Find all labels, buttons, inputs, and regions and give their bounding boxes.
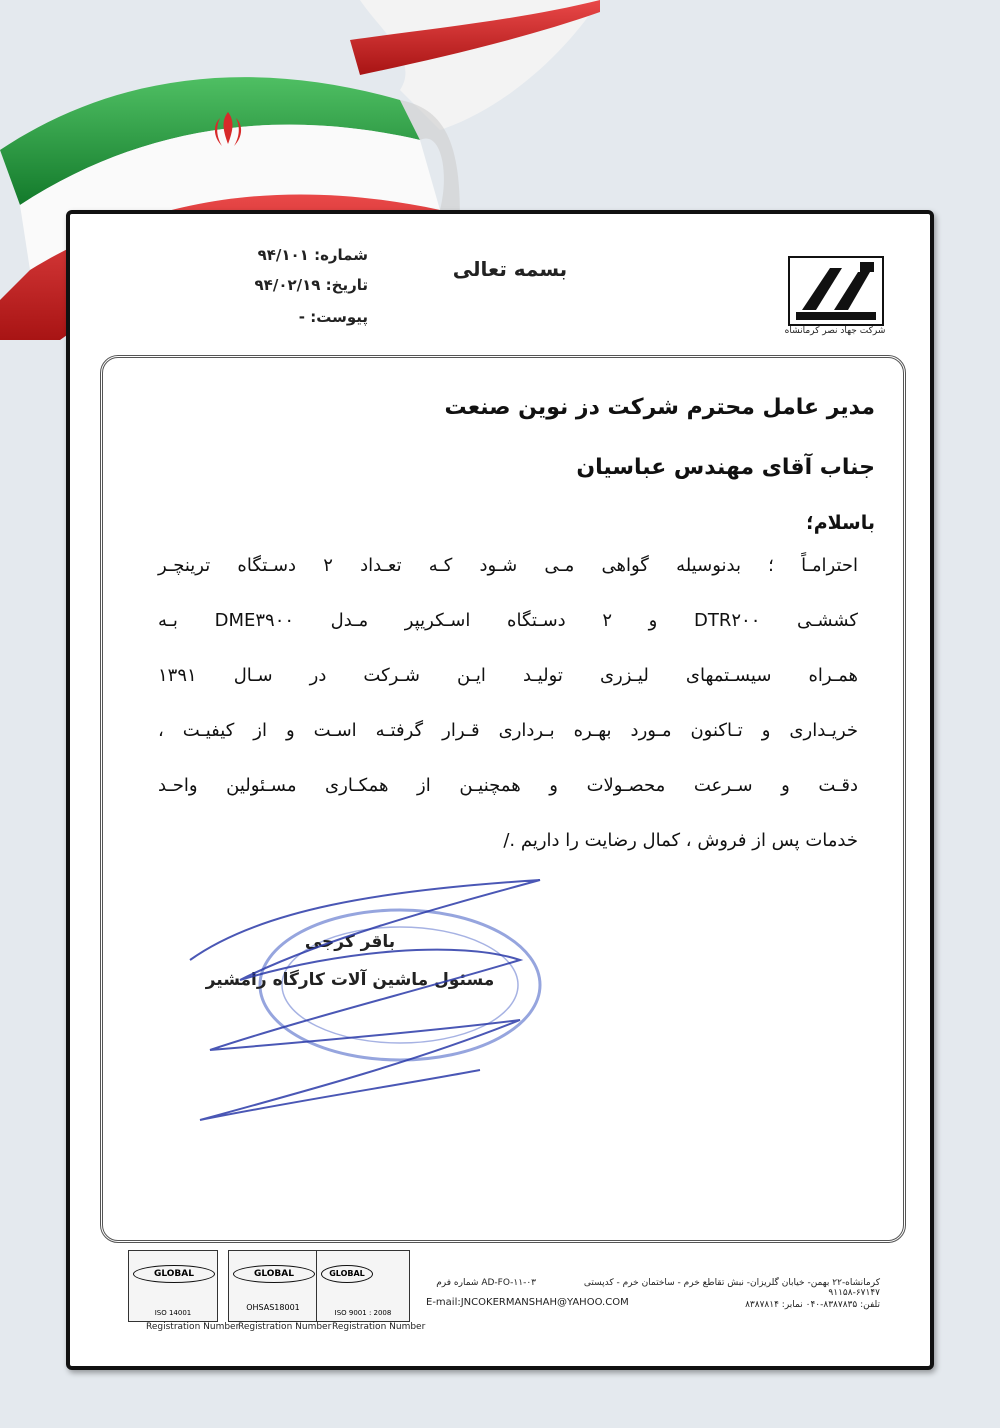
registration-label: Registration Number (238, 1322, 332, 1332)
registration-label: Registration Number (332, 1322, 426, 1332)
letter-number: شماره: ۹۴/۱۰۱ (257, 246, 368, 264)
cert-badge (128, 1250, 218, 1322)
body-line: خریـداری و تـاکنون مـورد بهـره بـرداری قـرار گرفتـه اسـت و از کیفیـت ، (158, 720, 858, 741)
cert-standard: OHSAS18001 (246, 1303, 300, 1312)
body-line: دقـت و سـرعت محصـولات و همچنیـن از همکـاری مسـئولین واحـد (158, 775, 858, 796)
cert-standard: ISO 9001 : 2008 (334, 1309, 392, 1317)
cert-brand: GLOBAL (133, 1265, 215, 1283)
company-phone: تلفن: ۸۳۸۷۸۳۵-۰۴۰ نمابر: ۸۳۸۷۸۱۴ (745, 1300, 880, 1310)
cert-brand: GLOBAL (233, 1265, 315, 1283)
registration-label: Registration Number (146, 1322, 240, 1332)
cert-brand: GLOBAL (321, 1265, 373, 1283)
letter-attachment: پیوست: - (298, 308, 368, 326)
recipient-name: جناب آقای مهندس عباسیان (576, 455, 875, 480)
company-email: E-mail:JNCOKERMANSHAH@YAHOO.COM (426, 1297, 629, 1308)
body-line: احترامـاً ؛ بدنوسیله گواهی مـی شـود کـه تعـداد ۲ دسـتگاه ترینچـر (158, 555, 858, 576)
cert-badge (228, 1250, 318, 1322)
company-address: کرمانشاه-۲۲ بهمن- خیابان گلریزان- نبش تقاطع خرم - ساختمان خرم - کدپستی ۶۷۱۴۷-۹۱۱۵۸ (583, 1278, 880, 1298)
company-logo-mark (790, 258, 882, 324)
company-logo (780, 250, 890, 340)
recipient-title: مدیر عامل محترم شرکت دز نوین صنعت (444, 395, 875, 420)
salutation: باسلام؛ (806, 512, 875, 534)
handwritten-signature (180, 870, 560, 1130)
signatory-title: مسئول ماشین آلات کارگاه رامشیر (205, 970, 495, 990)
body-line: خدمات پس از فروش ، کمال رضایت را داریم ./ (503, 830, 858, 851)
form-number: AD-FO-۱۱-۰۳ شماره فرم (436, 1278, 536, 1288)
signatory-name: باقر کرجی (304, 932, 396, 952)
company-caption: شرکت جهاد نصر کرمانشاه (784, 326, 886, 336)
body-line: همـراه سیسـتمهای لیـزری تولیـد ایـن شـرکت در سـال ۱۳۹۱ (158, 665, 858, 686)
cert-badge (316, 1250, 410, 1322)
body-line: کششـی DTR۲۰۰ و ۲ دسـتگاه اسـکریپر مـدل DME۳۹۰۰ بـه (158, 610, 859, 631)
letter-date: تاریخ: ۹۴/۰۲/۱۹ (254, 276, 368, 294)
bismillah-heading: بسمه تعالی (452, 257, 568, 281)
cert-standard: ISO 14001 (154, 1309, 192, 1317)
